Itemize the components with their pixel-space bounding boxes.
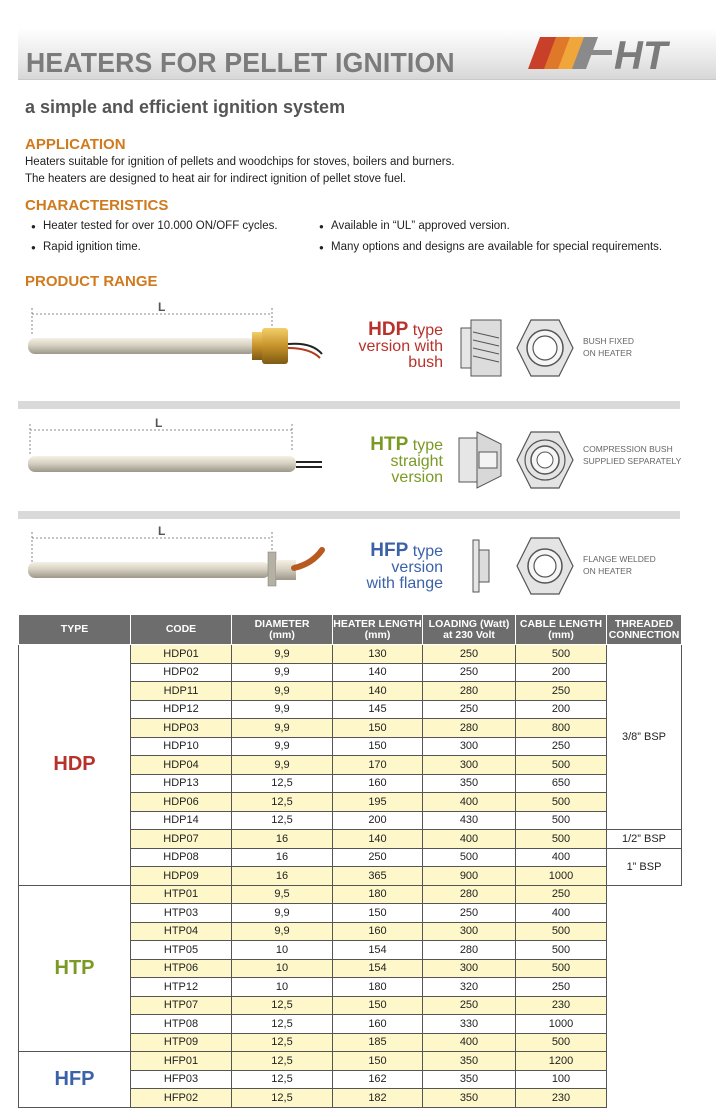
application-heading: APPLICATION: [25, 136, 126, 153]
loading-cell: 350: [423, 774, 516, 793]
loading-cell: 300: [423, 959, 516, 978]
length-cell: 160: [333, 922, 423, 941]
length-cell: 150: [333, 737, 423, 756]
diameter-cell: 16: [232, 830, 333, 849]
loading-cell: 280: [423, 719, 516, 738]
length-cell: 140: [333, 682, 423, 701]
htp-line2: straight: [390, 453, 443, 470]
hdp-product-name: [345, 319, 443, 371]
loading-cell: 280: [423, 941, 516, 960]
cable-cell: 1200: [516, 1052, 607, 1071]
loading-cell: 350: [423, 1089, 516, 1108]
page-title: HEATERS FOR PELLET IGNITION: [26, 47, 455, 78]
length-cell: 250: [333, 848, 423, 867]
hdp-bush-icon: [455, 318, 575, 378]
characteristics-heading: CHARACTERISTICS: [25, 197, 169, 214]
code-cell: HTP04: [131, 922, 232, 941]
loading-cell: 300: [423, 922, 516, 941]
divider-band: [18, 401, 680, 409]
loading-cell: 250: [423, 663, 516, 682]
code-cell: HTP05: [131, 941, 232, 960]
code-cell: HDP13: [131, 774, 232, 793]
hfp-word: type: [412, 543, 443, 560]
code-cell: HDP10: [131, 737, 232, 756]
length-cell: 170: [333, 756, 423, 775]
length-cell: 140: [333, 830, 423, 849]
length-cell: 154: [333, 941, 423, 960]
cable-cell: 400: [516, 848, 607, 867]
diameter-cell: 9,5: [232, 885, 333, 904]
cable-cell: 250: [516, 885, 607, 904]
diameter-cell: 9,9: [232, 682, 333, 701]
col-header-diameter: DIAMETER (mm): [232, 615, 333, 645]
cable-cell: 100: [516, 1070, 607, 1089]
cable-cell: 1000: [516, 1015, 607, 1034]
length-cell: 140: [333, 663, 423, 682]
col-header-loading: LOADING (Watt) at 230 Volt: [423, 615, 516, 645]
cable-cell: 230: [516, 996, 607, 1015]
cable-cell: 250: [516, 978, 607, 997]
hdp-code: HDP: [368, 319, 409, 340]
cable-cell: 800: [516, 719, 607, 738]
cable-cell: 400: [516, 904, 607, 923]
subtitle: a simple and efficient ignition system: [25, 97, 346, 117]
diameter-cell: 9,9: [232, 663, 333, 682]
code-cell: HTP03: [131, 904, 232, 923]
loading-cell: 250: [423, 904, 516, 923]
length-cell: 180: [333, 885, 423, 904]
hfp-product-name: [345, 540, 443, 592]
length-cell: 160: [333, 774, 423, 793]
code-cell: HDP14: [131, 811, 232, 830]
cable-cell: 500: [516, 756, 607, 775]
cable-cell: 200: [516, 663, 607, 682]
cable-cell: 500: [516, 959, 607, 978]
diameter-cell: 9,9: [232, 737, 333, 756]
hdp-length-label: L: [158, 300, 166, 314]
length-cell: 195: [333, 793, 423, 812]
hfp-line3: with flange: [366, 575, 443, 592]
cable-cell: 650: [516, 774, 607, 793]
loading-cell: 280: [423, 885, 516, 904]
diameter-cell: 12,5: [232, 774, 333, 793]
cable-cell: 250: [516, 737, 607, 756]
hfp-line2: version: [391, 559, 443, 576]
table-row: [19, 885, 682, 904]
hdp-line2: version with: [358, 338, 443, 355]
code-cell: HDP09: [131, 867, 232, 886]
application-line-1: Heaters suitable for ignition of pellets and woodchips for stoves, boilers and burners.: [25, 156, 455, 168]
diameter-cell: 9,9: [232, 700, 333, 719]
diameter-cell: 12,5: [232, 1070, 333, 1089]
hfp-code: HFP: [370, 540, 409, 561]
cable-cell: 500: [516, 830, 607, 849]
htp-compression-bush-icon: [455, 430, 575, 490]
loading-cell: 280: [423, 682, 516, 701]
htp-word: type: [412, 437, 443, 454]
code-cell: HDP06: [131, 793, 232, 812]
code-cell: HDP08: [131, 848, 232, 867]
diameter-cell: 10: [232, 978, 333, 997]
threaded-cell: 3/8” BSP: [607, 645, 682, 830]
length-cell: 150: [333, 719, 423, 738]
diameter-cell: 16: [232, 848, 333, 867]
length-cell: 182: [333, 1089, 423, 1108]
col-header-type: TYPE: [19, 615, 131, 645]
hdp-note: BUSH FIXED ON HEATER: [583, 336, 635, 358]
col-header-threaded: THREADED CONNECTION: [607, 615, 682, 645]
cable-cell: 500: [516, 922, 607, 941]
page-header: [18, 28, 716, 80]
htp-heater-drawing: [22, 412, 332, 492]
hfp-length-label: L: [158, 524, 166, 538]
loading-cell: 250: [423, 645, 516, 664]
length-cell: 145: [333, 700, 423, 719]
cable-cell: 500: [516, 645, 607, 664]
length-cell: 365: [333, 867, 423, 886]
length-cell: 160: [333, 1015, 423, 1034]
diameter-cell: 9,9: [232, 904, 333, 923]
code-cell: HTP06: [131, 959, 232, 978]
cable-cell: 500: [516, 793, 607, 812]
type-cell-hfp: HFP: [19, 1052, 131, 1108]
length-cell: 180: [333, 978, 423, 997]
code-cell: HFP01: [131, 1052, 232, 1071]
svg-text:HT: HT: [614, 34, 668, 73]
diameter-cell: 12,5: [232, 1033, 333, 1052]
code-cell: HDP03: [131, 719, 232, 738]
code-cell: HDP07: [131, 830, 232, 849]
hfp-heater-drawing: [22, 520, 332, 600]
length-cell: 150: [333, 904, 423, 923]
code-cell: HTP07: [131, 996, 232, 1015]
product-table: [18, 614, 682, 1108]
code-cell: HDP12: [131, 700, 232, 719]
code-cell: HTP09: [131, 1033, 232, 1052]
hdp-word: type: [412, 322, 443, 339]
length-cell: 200: [333, 811, 423, 830]
code-cell: HTP08: [131, 1015, 232, 1034]
code-cell: HTP01: [131, 885, 232, 904]
code-cell: HDP04: [131, 756, 232, 775]
hfp-flange-icon: [455, 536, 575, 596]
threaded-cell: 1/2” BSP: [607, 830, 682, 849]
diameter-cell: 10: [232, 941, 333, 960]
code-cell: HDP02: [131, 663, 232, 682]
cable-cell: 500: [516, 811, 607, 830]
hdp-line3: bush: [408, 354, 443, 371]
loading-cell: 300: [423, 737, 516, 756]
htp-code: HTP: [370, 434, 409, 455]
table-row: [19, 645, 682, 664]
characteristic-item: ● Many options and designs are available for special requirements.: [331, 241, 662, 253]
loading-cell: 430: [423, 811, 516, 830]
length-cell: 130: [333, 645, 423, 664]
length-cell: 150: [333, 1052, 423, 1071]
diameter-cell: 12,5: [232, 1089, 333, 1108]
code-cell: HTP12: [131, 978, 232, 997]
code-cell: HDP01: [131, 645, 232, 664]
col-header-cable: CABLE LENGTH (mm): [516, 615, 607, 645]
loading-cell: 250: [423, 996, 516, 1015]
cable-cell: 230: [516, 1089, 607, 1108]
diameter-cell: 16: [232, 867, 333, 886]
length-cell: 154: [333, 959, 423, 978]
cable-cell: 1000: [516, 867, 607, 886]
htp-line3: version: [391, 469, 443, 486]
code-cell: HFP02: [131, 1089, 232, 1108]
htp-product-name: [345, 434, 443, 486]
length-cell: 150: [333, 996, 423, 1015]
diameter-cell: 10: [232, 959, 333, 978]
divider-band: [18, 511, 680, 519]
loading-cell: 500: [423, 848, 516, 867]
threaded-cell: 1” BSP: [607, 848, 682, 885]
loading-cell: 350: [423, 1052, 516, 1071]
length-cell: 185: [333, 1033, 423, 1052]
hfp-note: FLANGE WELDED ON HEATER: [583, 554, 656, 576]
loading-cell: 400: [423, 830, 516, 849]
diameter-cell: 9,9: [232, 922, 333, 941]
type-cell-hdp: HDP: [19, 645, 131, 886]
diameter-cell: 12,5: [232, 811, 333, 830]
characteristic-item: ● Available in “UL” approved version.: [331, 220, 510, 232]
length-cell: 162: [333, 1070, 423, 1089]
cable-cell: 250: [516, 682, 607, 701]
diameter-cell: 9,9: [232, 756, 333, 775]
loading-cell: 300: [423, 756, 516, 775]
col-header-length: HEATER LENGTH (mm): [333, 615, 423, 645]
loading-cell: 900: [423, 867, 516, 886]
diameter-cell: 12,5: [232, 1015, 333, 1034]
code-cell: HFP03: [131, 1070, 232, 1089]
threaded-empty: [607, 885, 682, 1107]
htp-length-label: L: [155, 416, 163, 430]
col-header-code: CODE: [131, 615, 232, 645]
characteristic-item: ● Heater tested for over 10.000 ON/OFF cycles.: [43, 220, 278, 232]
htp-note: COMPRESSION BUSH SUPPLIED SEPARATELY: [583, 444, 682, 466]
table-row: [19, 1052, 682, 1071]
cable-cell: 500: [516, 941, 607, 960]
cable-cell: 200: [516, 700, 607, 719]
ht-logo: [526, 33, 716, 73]
loading-cell: 400: [423, 1033, 516, 1052]
loading-cell: 320: [423, 978, 516, 997]
loading-cell: 250: [423, 700, 516, 719]
diameter-cell: 9,9: [232, 645, 333, 664]
type-cell-htp: HTP: [19, 885, 131, 1052]
loading-cell: 330: [423, 1015, 516, 1034]
characteristic-item: ● Rapid ignition time.: [43, 241, 141, 253]
code-cell: HDP11: [131, 682, 232, 701]
application-line-2: The heaters are designed to heat air for indirect ignition of pellet stove fuel.: [25, 173, 407, 185]
product-range-heading: PRODUCT RANGE: [25, 273, 158, 290]
cable-cell: 500: [516, 1033, 607, 1052]
diameter-cell: 12,5: [232, 996, 333, 1015]
diameter-cell: 12,5: [232, 1052, 333, 1071]
diameter-cell: 9,9: [232, 719, 333, 738]
table-header-row: [19, 615, 682, 645]
hdp-heater-drawing: [22, 296, 332, 376]
loading-cell: 400: [423, 793, 516, 812]
loading-cell: 350: [423, 1070, 516, 1089]
diameter-cell: 12,5: [232, 793, 333, 812]
